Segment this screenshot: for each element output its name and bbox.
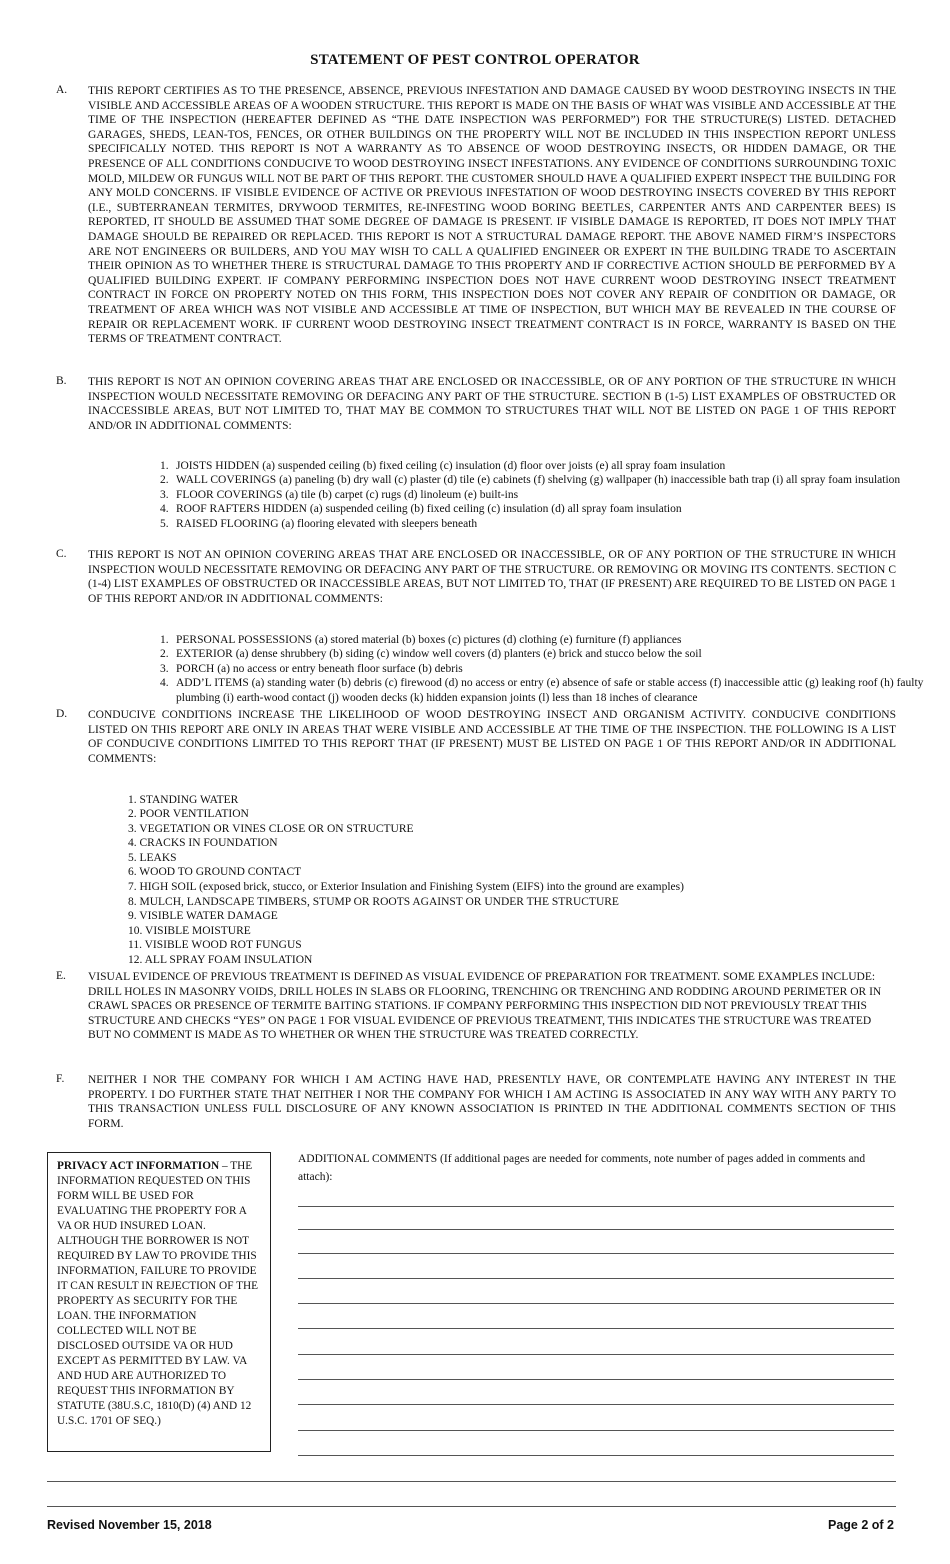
- section-c-list: [120, 633, 930, 706]
- comment-line[interactable]: [298, 1354, 894, 1355]
- list-item: 2. EXTERIOR (a) dense shrubbery (b) siding (c) window well covers (d) planters (e) brick and stucco below the soil: [160, 648, 702, 661]
- list-item: 12. ALL SPRAY FOAM INSULATION: [128, 954, 313, 967]
- comment-line[interactable]: [298, 1303, 894, 1304]
- list-item: 4. ADD’L ITEMS (a) standing water (b) debris (c) firewood (d) no access or entry (e) absence of safe or stable access (f) inaccessible attic (g) leaking roof (h) faulty plumbing (i) earth-wood contact (j) wooden decks (k) hidden expansion joints (l) less than 18 inches of clearance: [160, 677, 924, 704]
- page-number: Page 2 of 2: [828, 1518, 894, 1532]
- comment-line[interactable]: [298, 1229, 894, 1230]
- list-item: 3. FLOOR COVERINGS (a) tile (b) carpet (c) rugs (d) linoleum (e) built-ins: [160, 488, 519, 501]
- privacy-act-box: [47, 1152, 271, 1452]
- comment-line[interactable]: [298, 1253, 894, 1254]
- list-item: 2. POOR VENTILATION: [128, 808, 249, 821]
- list-item: 1. STANDING WATER: [128, 793, 239, 806]
- section-e-text: VISUAL EVIDENCE OF PREVIOUS TREATMENT IS DEFINED AS VISUAL EVIDENCE OF PREPARATION FOR TREATMENT. SOME EXAMPLES INCLUDE: DRILL HOLES IN MASONRY VOIDS, DRILL HOLES IN SLABS OR FLOORING, TRENCHING OR TRENCHING AND RODDING AROUND PERIMETER OR IN CRAWL SPACES OR PRESENCE OF TERMITE BAITING STATIONS. IF COMPANY PERFORMING THIS INSPECTION DID NOT PREVIOUSLY TREAT THIS STRUCTURE AND CHECKS “YES” ON PAGE 1 FOR VISUAL EVIDENCE OF PREVIOUS TREATMENT, THIS INDICATES THE STRUCTURE WAS TREATED BUT NO COMMENT IS MADE AS TO WHETHER OR WHEN THE STRUCTURE WAS TREATED CORRECTLY.: [88, 971, 882, 1042]
- list-item: 3. VEGETATION OR VINES CLOSE OR ON STRUCTURE: [128, 822, 414, 835]
- list-item: 6. WOOD TO GROUND CONTACT: [128, 866, 302, 879]
- comment-line-full[interactable]: [47, 1506, 896, 1507]
- section-a-text: THIS REPORT CERTIFIES AS TO THE PRESENCE, ABSENCE, PREVIOUS INFESTATION AND DAMAGE CAUSED BY WOOD DESTROYING INSECTS IN THE VISIBLE AND ACCESSIBLE AREAS OF A WOODEN STRUCTURE. THIS REPORT IS MADE ON THE BASIS OF WHAT WAS VISIBLE AND ACCESSIBLE AT THE TIME OF THE INSPECTION (HEREAFTER DEFINED AS “THE DATE INSPECTION WAS PERFORMED”) FOR THE STRUCTURE(S) LISTED. DETACHED GARAGES, SHEDS, LEAN-TOS, FENCES, OR OTHER BUILDINGS ON THE PROPERTY WILL NOT BE INCLUDED IN THIS INSPECTION REPORT UNLESS SPECIFICALLY NOTED. THIS REPORT IS NOT A WARRANTY AS TO ABSENCE OF WOOD DESTROYING INSECTS, OR HIDDEN DAMAGE, OR THE PRESENCE OF ALL CONDITIONS CONDUCIVE TO WOOD DESTROYING INSECT INFESTATIONS. ANY EVIDENCE OF CONDITIONS SURROUNDING TOXIC MOLD, MILDEW OR FUNGUS WILL NOT BE PART OF THIS REPORT. THE CUSTOMER SHOULD HAVE A QUALIFIED EXPERT INSPECT THE BUILDING FOR ANY MOLD CONCERNS. IF VISIBLE EVIDENCE OF ACTIVE OR PREVIOUS INFESTATION OF WOOD DESTROYING INSECTS COVERED BY THIS REPORT (I.E., SUBTERRANEAN TERMITES, DRYWOOD TERMITES, RE-INFESTING WOOD BORING BEETLES, CARPENTER ANTS AND CARPENTER BEES) IS REPORTED, IT SHOULD BE ASSUMED THAT SOME DEGREE OF DAMAGE IS PRESENT. IF VISIBLE DAMAGE IS REPORTED, IT DOES NOT IMPLY THAT DAMAGE SHOULD BE REPAIRED OR REPLACED. THIS REPORT IS NOT A STRUCTURAL DAMAGE REPORT. THE ABOVE NAMED FIRM’S INSPECTORS ARE NOT ENGINEERS OR BUILDERS, AND YOU MAY WISH TO CALL A QUALIFIED ENGINEER OR EXPERT IN THE BUILDING TRADE TO ASCERTAIN THEIR OPINION AS TO WHETHER THERE IS STRUCTURAL DAMAGE TO THIS PROPERTY AND IF CORRECTIVE ACTION SHOULD BE PERFORMED BY A QUALIFIED BUILDING EXPERT. IF COMPANY PERFORMING INSPECTION DOES NOT HAVE CURRENT WOOD DESTROYING INSECT TREATMENT CONTRACT IN FORCE ON PROPERTY NOTED ON THIS FORM, THIS INSPECTION DOES NOT COVER ANY REPAIR OF CONDITION OR DAMAGE, OR TREATMENT OF AREA WHICH WAS NOT VISIBLE AND ACCESSIBLE AT TIME OF INSPECTION, BUT WHICH MAY BE REVEALED IN THE COURSE OF REPAIR OR REPLACEMENT WORK. IF CURRENT WOOD DESTROYING INSECT TREATMENT CONTRACT IS IN FORCE, WARRANTY IS BASED ON THE TERMS OF TREATMENT CONTRACT.: [88, 85, 896, 346]
- section-e: [56, 970, 896, 1043]
- list-item: 11. VISIBLE WOOD ROT FUNGUS: [128, 939, 302, 952]
- list-item: 9. VISIBLE WATER DAMAGE: [128, 910, 278, 923]
- privacy-heading: PRIVACY ACT INFORMATION: [57, 1160, 220, 1172]
- comment-line[interactable]: [298, 1328, 894, 1329]
- comment-line[interactable]: [298, 1278, 894, 1279]
- section-d-text: CONDUCIVE CONDITIONS INCREASE THE LIKELIHOOD OF WOOD DESTROYING INSECT AND ORGANISM ACTIVITY. CONDUCIVE CONDITIONS LISTED ON THIS REPORT ARE ONLY IN AREAS THAT WERE VISIBLE AND ACCESSIBLE AT THE TIME OF THE INSPECTION. THE FOLLOWING IS A LIST OF CONDUCIVE CONDITIONS LIMITED TO THIS REPORT THAT (IF PRESENT) MUST BE LISTED ON PAGE 1 OF THIS REPORT AND/OR IN ADDITIONAL COMMENTS:: [88, 709, 896, 765]
- list-item: 8. MULCH, LANDSCAPE TIMBERS, STUMP OR ROOTS AGAINST OR UNDER THE STRUCTURE: [128, 895, 619, 908]
- comment-line[interactable]: [298, 1206, 894, 1207]
- list-item: 5. LEAKS: [128, 851, 177, 864]
- comment-line[interactable]: [298, 1430, 894, 1431]
- section-b-text: THIS REPORT IS NOT AN OPINION COVERING AREAS THAT ARE ENCLOSED OR INACCESSIBLE, OR OF ANY PORTION OF THE STRUCTURE IN WHICH INSPECTION WOULD NECESSITATE REMOVING OR DEFACING ANY PART OF THE STRUCTURE. SECTION B (1-5) LIST EXAMPLES OF OBSTRUCTED OR INACCESSIBLE AREAS, BUT NOT LIMITED TO, THAT MAY BE COMMON TO STRUCTURES THAT WILL NOT BE LISTED ON PAGE 1 OF THIS REPORT AND/OR IN ADDITIONAL COMMENTS:: [88, 376, 896, 432]
- section-letter: C.: [56, 548, 67, 560]
- privacy-dash: –: [219, 1160, 231, 1172]
- comment-line[interactable]: [298, 1379, 894, 1380]
- comment-line-full[interactable]: [47, 1481, 896, 1482]
- revised-date: Revised November 15, 2018: [47, 1518, 212, 1532]
- section-letter: D.: [56, 708, 68, 720]
- list-item: 7. HIGH SOIL (exposed brick, stucco, or Exterior Insulation and Finishing System (EIFS) into the ground are examples): [128, 881, 684, 894]
- section-letter: B.: [56, 375, 67, 387]
- section-d: [56, 708, 896, 766]
- section-b-list: [120, 459, 930, 532]
- privacy-text: THE INFORMATION REQUESTED ON THIS FORM WILL BE USED FOR EVALUATING THE PROPERTY FOR A VA OR HUD INSURED LOAN. ALTHOUGH THE BORROWER IS NOT REQUIRED BY LAW TO PROVIDE THIS INFORMATION, FAILURE TO PROVIDE IT CAN RESULT IN REJECTION OF THE PROPERTY AS SECURITY FOR THE LOAN. THE INFORMATION COLLECTED WILL NOT BE DISCLOSED OUTSIDE VA OR HUD EXCEPT AS PERMITTED BY LAW. VA AND HUD ARE AUTHORIZED TO REQUEST THIS INFORMATION BY STATUTE (38U.S.C, 1810(D) (4) AND 12 U.S.C. 1701 OF SEQ.): [57, 1160, 259, 1427]
- list-item: 5. RAISED FLOORING (a) flooring elevated with sleepers beneath: [160, 517, 478, 530]
- section-letter: E.: [56, 970, 66, 982]
- section-c: [56, 548, 896, 606]
- section-letter: F.: [56, 1073, 65, 1085]
- list-item: 10. VISIBLE MOISTURE: [128, 924, 251, 937]
- section-f-text: NEITHER I NOR THE COMPANY FOR WHICH I AM ACTING HAVE HAD, PRESENTLY HAVE, OR CONTEMPLATE HAVING ANY INTEREST IN THE PROPERTY. I DO FURTHER STATE THAT NEITHER I NOR THE COMPANY FOR WHICH I AM ACTING IS ASSOCIATED IN ANY WAY WITH ANY PARTY TO THIS TRANSACTION UNLESS FULL DISCLOSURE OF ANY KNOWN ASSOCIATION IS PRINTED IN THE ADDITIONAL COMMENTS SECTION OF THIS FORM.: [88, 1074, 896, 1130]
- comment-line[interactable]: [298, 1455, 894, 1456]
- section-d-list: [88, 793, 928, 968]
- list-item: 1. JOISTS HIDDEN (a) suspended ceiling (b) fixed ceiling (c) insulation (d) floor over joists (e) all spray foam insulation: [160, 459, 726, 472]
- section-b: [56, 375, 896, 433]
- section-f: [56, 1073, 896, 1131]
- list-item: 4. CRACKS IN FOUNDATION: [128, 837, 278, 850]
- comment-line[interactable]: [298, 1404, 894, 1405]
- list-item: 4. ROOF RAFTERS HIDDEN (a) suspended ceiling (b) fixed ceiling (c) insulation (d) all spray foam insulation: [160, 503, 682, 516]
- page-title: STATEMENT OF PEST CONTROL OPERATOR: [310, 52, 640, 68]
- list-item: 2. WALL COVERINGS (a) paneling (b) dry wall (c) plaster (d) tile (e) cabinets (f) shelving (g) wallpaper (h) inaccessible bath trap (i) all spray foam insulation: [160, 474, 901, 487]
- list-item: 1. PERSONAL POSSESSIONS (a) stored material (b) boxes (c) pictures (d) clothing (e) furniture (f) appliances: [160, 633, 682, 646]
- section-a: [56, 84, 896, 347]
- additional-comments-label: ADDITIONAL COMMENTS (If additional pages are needed for comments, note number of pages added in comments and attach):: [298, 1153, 866, 1183]
- section-letter: A.: [56, 84, 68, 96]
- section-c-text: THIS REPORT IS NOT AN OPINION COVERING AREAS THAT ARE ENCLOSED OR INACCESSIBLE, OR OF ANY PORTION OF THE STRUCTURE IN WHICH INSPECTION WOULD NECESSITATE REMOVING OR DEFACING ANY PART OF THE STRUCTURE. OR REMOVING OR MOVING ITS CONTENTS. SECTION C (1-4) LIST EXAMPLES OF OBSTRUCTED OR INACCESSIBLE AREAS, BUT NOT LIMITED TO, THAT (IF PRESENT) ARE REQUIRED TO BE LISTED ON PAGE 1 OF THIS REPORT AND/OR IN ADDITIONAL COMMENTS:: [88, 549, 896, 605]
- list-item: 3. PORCH (a) no access or entry beneath floor surface (b) debris: [160, 662, 463, 675]
